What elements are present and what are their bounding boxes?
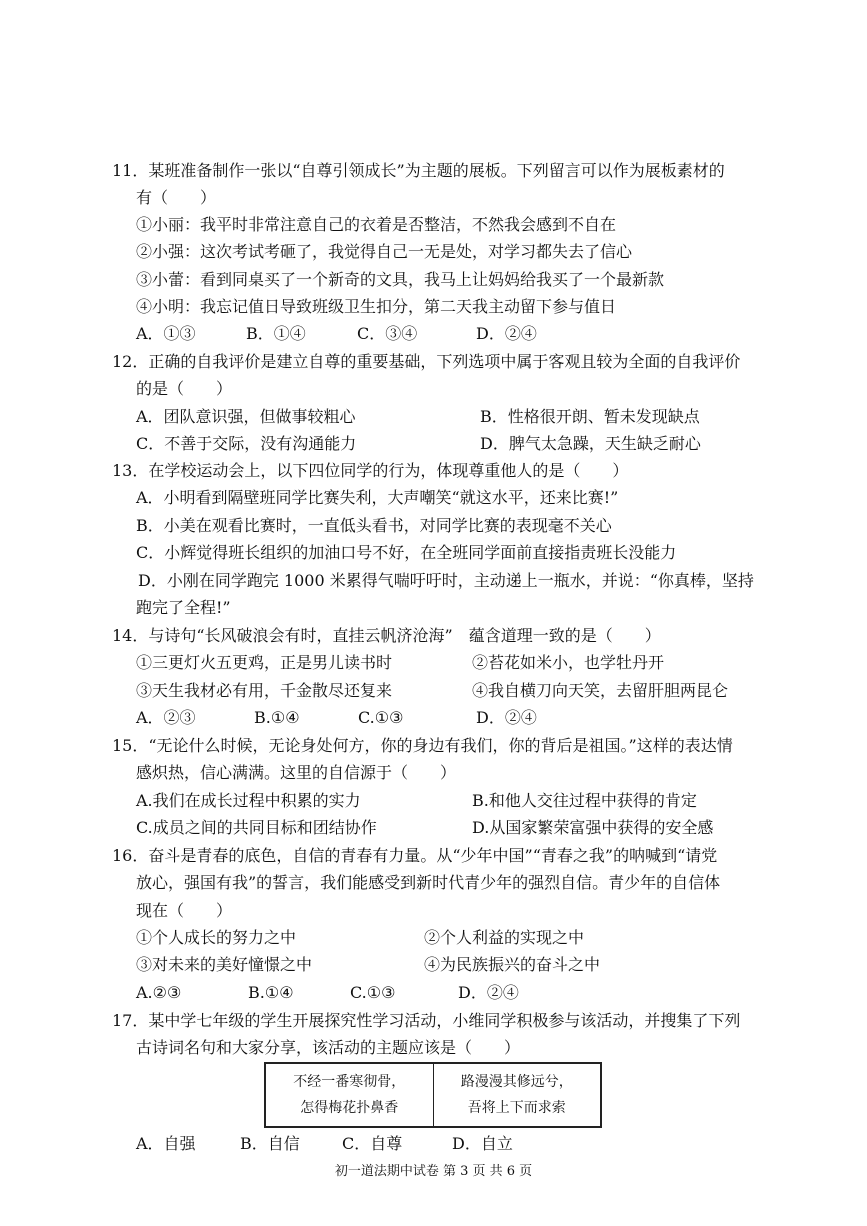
q16-stem-line3: 现在（ ） <box>136 901 233 920</box>
q16-option-a: A.②③ <box>136 983 182 1002</box>
q11-item-1: ①小丽：我平时非常注意自己的衣着是否整洁，不然我会感到不自在 <box>136 215 617 234</box>
q11-option-b: B．①④ <box>246 324 306 343</box>
q12-stem-line2: 的是（ ） <box>136 379 233 398</box>
q12-option-b: B．性格很开朗、暂未发现缺点 <box>480 407 700 426</box>
q14-item-3: ③天生我材必有用，千金散尽还复来 <box>136 681 393 700</box>
q17-stem-line2: 古诗词名句和大家分享，该活动的主题应该是（ ） <box>136 1038 521 1057</box>
q13-option-c: C．小辉觉得班长组织的加油口号不好，在全班同学面前直接指责班长没能力 <box>136 543 677 562</box>
q16-item-2: ②个人利益的实现之中 <box>424 928 585 947</box>
q11-item-3: ③小蕾：看到同桌买了一个新奇的文具，我马上让妈妈给我买了一个最新款 <box>136 270 665 289</box>
q14-item-2: ②苔花如米小，也学牡丹开 <box>472 653 665 672</box>
poem-right-line1: 路漫漫其修远兮， <box>460 1074 573 1090</box>
q15-option-a: A.我们在成长过程中积累的实力 <box>136 791 361 810</box>
q12-option-c: C．不善于交际，没有沟通能力 <box>136 434 357 453</box>
q13-option-b: B．小美在观看比赛时，一直低头看书，对同学比赛的表现毫不关心 <box>136 516 612 535</box>
q13-option-d-cont: 跑完了全程!” <box>136 598 231 617</box>
q15-stem-line2: 感炽热，信心满满。这里的自信源于（ ） <box>136 763 457 782</box>
q13-stem: 13．在学校运动会上，以下四位同学的行为，体现尊重他人的是（ ） <box>112 461 629 480</box>
q13-option-a: A．小明看到隔壁班同学比赛失利，大声嘲笑“就这水平，还来比赛!” <box>136 488 619 507</box>
q15-stem-line1: 15．“无论什么时候，无论身处何方，你的身边有我们，你的背后是祖国。”这样的表达情 <box>112 736 733 755</box>
q17-stem-line1: 17．某中学七年级的学生开展探究性学习活动，小维同学积极参与该活动，并搜集了下列 <box>112 1011 741 1030</box>
q11-item-2: ②小强：这次考试考砸了，我觉得自己一无是处，对学习都失去了信心 <box>136 242 633 261</box>
q13-option-d: D．小刚在同学跑完 1000 米累得气喘吁吁时，主动递上一瓶水，并说：“你真棒，坚持 <box>138 571 754 590</box>
q11-stem-line1: 11．某班准备制作一张以“自尊引领成长”为主题的展板。下列留言可以作为展板素材的 <box>112 161 725 180</box>
q14-option-c: C.①③ <box>358 708 404 727</box>
q14-option-d: D．②④ <box>476 708 537 727</box>
q12-stem-line1: 12．正确的自我评价是建立自尊的重要基础，下列选项中属于客观且较为全面的自我评价 <box>112 352 741 371</box>
q17-option-d: D．自立 <box>452 1134 513 1153</box>
q17-option-c: C．自尊 <box>342 1134 403 1153</box>
q14-option-b: B.①④ <box>254 708 300 727</box>
q16-option-c: C.①③ <box>350 983 396 1002</box>
q14-option-a: A．②③ <box>136 708 196 727</box>
q15-option-b: B.和他人交往过程中获得的肯定 <box>472 791 697 810</box>
q16-stem-line1: 16．奋斗是青春的底色，自信的青春有力量。从“少年中国”“青春之我”的呐喊到“请党 <box>112 846 718 865</box>
q11-option-a: A．①③ <box>136 324 196 343</box>
q11-item-4: ④小明：我忘记值日导致班级卫生扣分，第二天我主动留下参与值日 <box>136 297 617 316</box>
q16-item-3: ③对未来的美好憧憬之中 <box>136 955 313 974</box>
q17-option-b: B．自信 <box>240 1134 300 1153</box>
poem-left-line1: 不经一番寒彻骨， <box>293 1074 406 1090</box>
poem-right-line2: 吾将上下而求索 <box>467 1100 566 1116</box>
q17-option-a: A．自强 <box>136 1134 196 1153</box>
q15-option-c: C.成员之间的共同目标和团结协作 <box>136 818 377 837</box>
q16-option-d: D．②④ <box>458 983 519 1002</box>
q11-option-d: D．②④ <box>476 324 537 343</box>
poem-left-line2: 怎得梅花扑鼻香 <box>300 1100 399 1116</box>
q15-option-d: D.从国家繁荣富强中获得的安全感 <box>472 818 714 837</box>
poem-cell-right <box>433 1063 601 1127</box>
q14-stem: 14．与诗句“长风破浪会有时，直挂云帆济沧海” 蕴含道理一致的是（ ） <box>112 626 661 645</box>
q11-stem-line2: 有（ ） <box>136 188 217 207</box>
q16-option-b: B.①④ <box>248 983 294 1002</box>
poem-cell-left <box>265 1063 433 1127</box>
q12-option-d: D．脾气太急躁，天生缺乏耐心 <box>480 434 701 453</box>
q17-poem-table <box>264 1062 602 1128</box>
q12-option-a: A．团队意识强，但做事较粗心 <box>136 407 356 426</box>
q11-option-c: C．③④ <box>357 324 418 343</box>
q16-item-1: ①个人成长的努力之中 <box>136 928 297 947</box>
q14-item-4: ④我自横刀向天笑，去留肝胆两昆仑 <box>472 681 729 700</box>
q14-item-1: ①三更灯火五更鸡，正是男儿读书时 <box>136 653 393 672</box>
q16-stem-line2: 放心，强国有我”的誓言，我们能感受到新时代青少年的强烈自信。青少年的自信体 <box>136 873 721 892</box>
q16-item-4: ④为民族振兴的奋斗之中 <box>424 955 601 974</box>
page-footer: 初一道法期中试卷 第 3 页 共 6 页 <box>334 1164 533 1179</box>
